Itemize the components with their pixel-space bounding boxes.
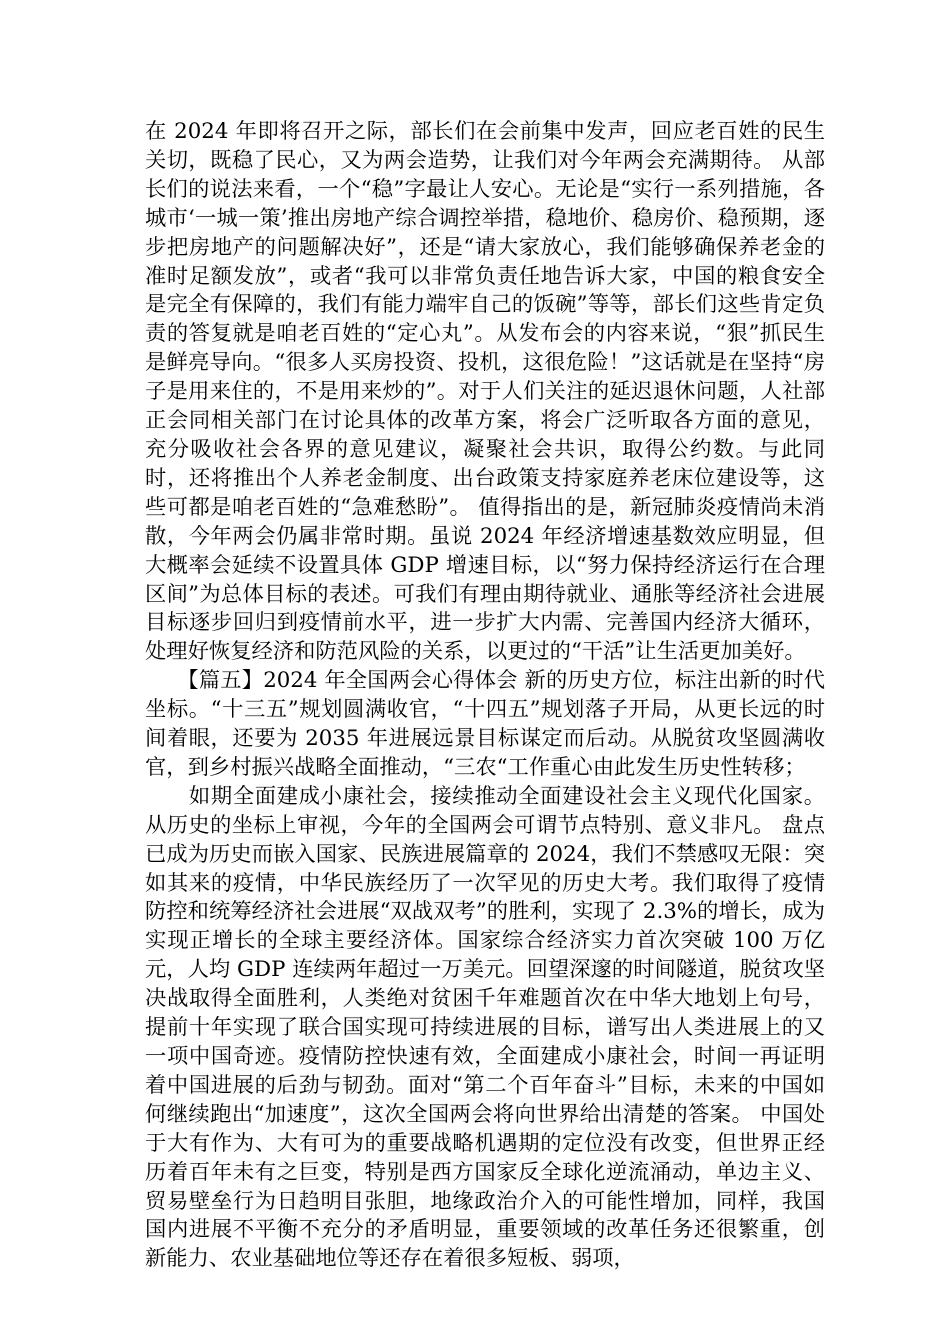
document-body xyxy=(145,118,825,1274)
paragraph-3: 如期全面建成小康社会，接续推动全面建设社会主义现代化国家。从历史的坐标上审视，今年的全国两会可谓节点特别、意义非凡。 盘点已成为历史而嵌入国家、民族进展篇章的 2024，我们不禁感叹无限：突如其来的疫情，中华民族经历了一次罕见的历史大考。我们取得了疫情防控和统筹经济社会进展“双战双考”的胜利，实现了 2.3%的增长，成为实现正增长的全球主要经济体。国家综合经济实力首次突破 100 万亿元，人均 GDP 连续两年超过一万美元。回望深邃的时间隧道，脱贫攻坚决战取得全面胜利，人类绝对贫困千年难题首次在中华大地划上句号，提前十年实现了联合国实现可持续进展的目标，谱写出人类进展上的又一项中国奇迹。疫情防控快速有效，全面建成小康社会，时间一再证明着中国进展的后劲与韧劲。面对“第二个百年奋斗”目标，未来的中国如何继续跑出“加速度”，这次全国两会将向世界给出清楚的答案。 中国处于大有作为、大有可为的重要战略机遇期的定位没有改变，但世界正经历着百年未有之巨变，特别是西方国家反全球化逆流涌动，单边主义、贸易壁垒行为日趋明目张胆，地缘政治介入的可能性增加，同样，我国国内进展不平衡不充分的矛盾明显，重要领域的改革任务还很繁重，创新能力、农业基础地位等还存在着很多短板、弱项， xyxy=(145,783,825,1272)
paragraph-2: 【篇五】2024 年全国两会心得体会 新的历史方位，标注出新的时代坐标。“十三五”规划圆满收官，“十四五”规划落子开局，从更长远的时间着眼，还要为 2035 年进展远景目标谋定而后动。从脱贫攻坚圆满收官，到乡村振兴战略全面推动，“三农“工作重心由此发生历史性转移； xyxy=(145,668,825,780)
paragraph-1: 在 2024 年即将召开之际，部长们在会前集中发声，回应老百姓的民生关切，既稳了民心，又为两会造势，让我们对今年两会充满期待。 从部长们的说法来看，一个“稳”字最让人安心。无论是“实行一系列措施，各城市‘一城一策’推出房地产综合调控举措，稳地价、稳房价、稳预期，逐步把房地产的问题解决好”，还是“请大家放心，我们能够确保养老金的准时足额发放”，或者“我可以非常负责任地告诉大家，中国的粮食安全是完全有保障的，我们有能力端牢自己的饭碗”等等，部长们这些肯定负责的答复就是咱老百姓的“定心丸”。从发布会的内容来说，“狠”抓民生是鲜亮导向。“很多人买房投资、投机，这很危险！”这话就是在坚持“房子是用来住的，不是用来炒的”。对于人们关注的延迟退休问题，人社部正会同相关部门在讨论具体的改革方案，将会广泛听取各方面的意见，充分吸收社会各界的意见建议，凝聚社会共识，取得公约数。与此同时，还将推出个人养老金制度、出台政策支持家庭养老床位建设等，这些可都是咱老百姓的“急难愁盼”。 值得指出的是，新冠肺炎疫情尚未消散，今年两会仍属非常时期。虽说 2024 年经济增速基数效应明显，但大概率会延续不设置具体 GDP 增速目标，以“努力保持经济运行在合理区间”为总体目标的表述。可我们有理由期待就业、通胀等经济社会进展目标逐步回归到疫情前水平，进一步扩大内需、完善国内经济大循环，处理好恢复经济和防范风险的关系，以更过的“干活”让生活更加美好。 xyxy=(145,119,825,665)
